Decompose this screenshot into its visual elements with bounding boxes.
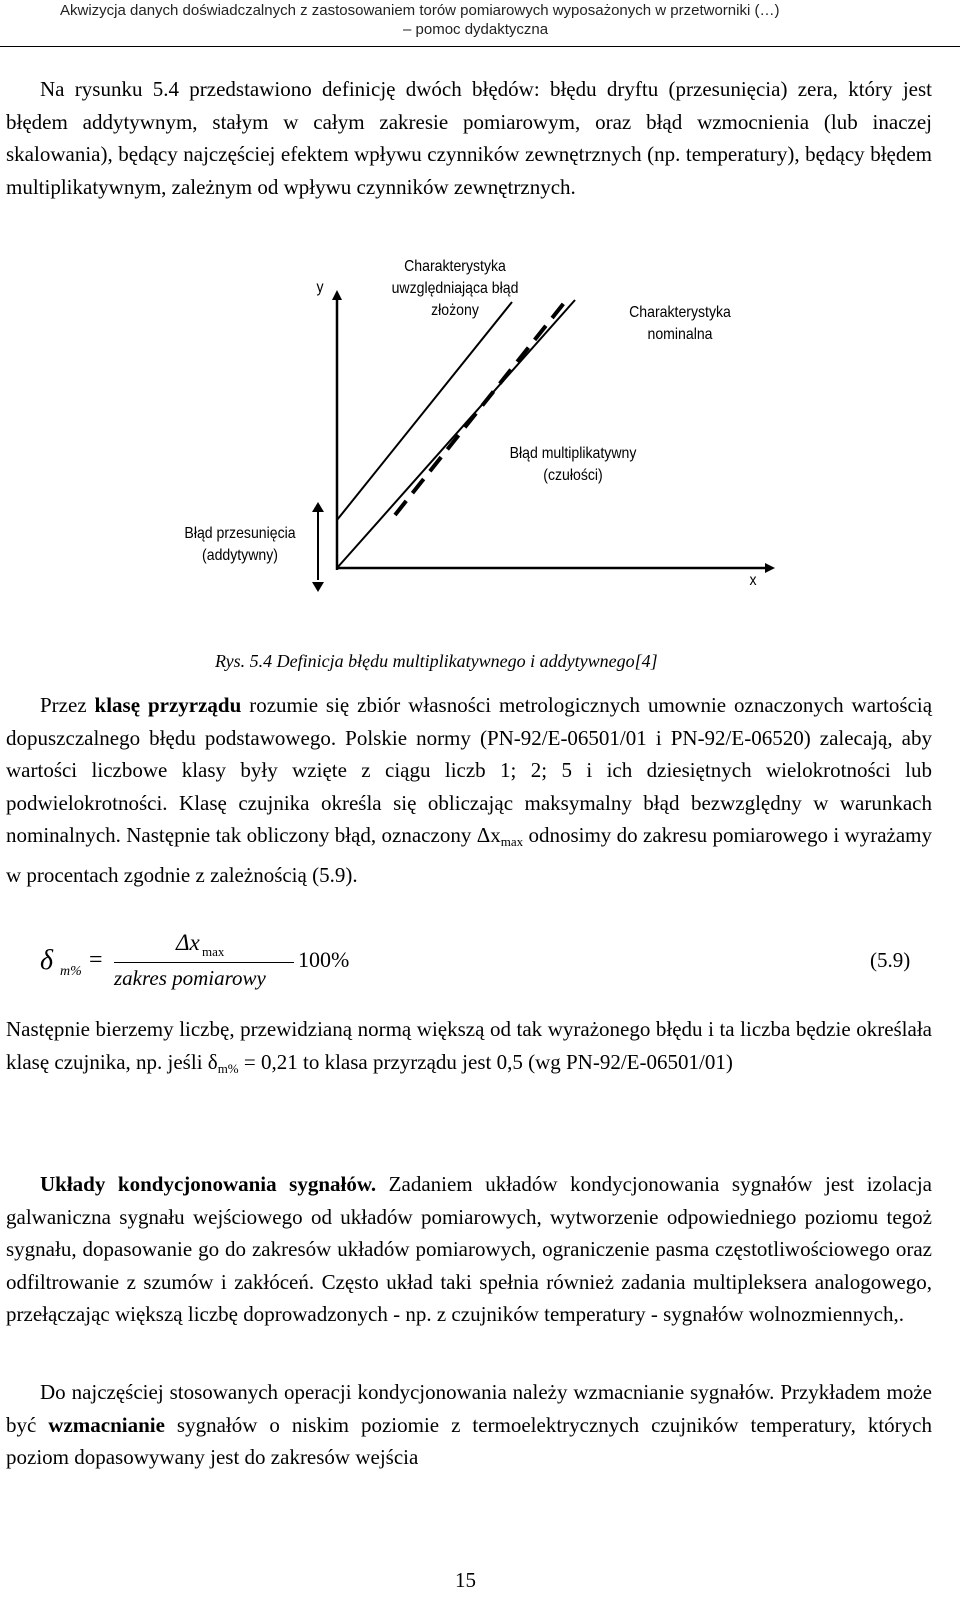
formula-number: (5.9) [870,948,911,972]
y-axis-label: y [316,279,324,296]
offset-arrow-head-bottom [312,582,324,592]
label-nominal-characteristic: Charakterystyka nominalna [629,304,731,343]
text-span: Do najczęściej stosowanych operacji kondycjonowania należy wzmacnianie sygnałów. Przykładem może być [6,1380,932,1437]
paragraph-class-selection [6,1013,932,1085]
delta-subscript: m% [217,1060,239,1076]
paragraph-instrument-class [6,689,932,891]
formula-delta: δ [40,945,54,976]
label-multiplicative-error-sub: (czułości) [543,467,603,484]
delta-x-subscript: max [500,834,524,849]
text-span: odnosimy do zakresu pomiarowego i wyrażamy w procentach zgodnie z zależnością (5.9). [6,823,932,887]
formula-numerator-subscript: max [202,944,225,959]
formula-5-9 [0,930,960,1000]
bold-term: klasę przyrządu [94,693,242,717]
formula-numerator: Δx [176,930,200,955]
figure-error-definition [0,250,960,610]
fraction-bar [114,962,294,963]
delta-x-symbol: Δx [476,823,501,847]
text-span: Przez [40,693,95,717]
caption-text: Definicja błędu multiplikatywnego i addytywnego[4] [276,651,658,671]
multiplicative-error-line [337,300,575,568]
composite-characteristic-line [337,302,512,520]
section-heading: Układy kondycjonowania sygnałów. [40,1172,377,1196]
formula-denominator: zakres pomiarowy [114,966,266,990]
paragraph-amplification [6,1376,932,1474]
figure-caption [215,651,658,672]
page-number: 15 [455,1568,476,1592]
label-offset-error-sub: (addytywny) [202,547,278,564]
formula-factor: 100% [298,947,350,972]
text-span: rozumie się zbiór własności metrologicznych umownie oznaczonych wartością dopuszczalnego błędu podstawowego. Polskie normy (PN-92/E-06501/01 i PN-92/E-06520) zalecają, aby wartości liczbowe klasy były wzięte z ciągu liczb 1; 2; 5 i ich dziesiętnych wielokrotności lub podwielokrotności. Klasę czujnika określa się obliczając maksymalny błąd bezwzględny w warunkach nominalnych. Następnie tak obliczony błąd, oznaczony [6,693,933,847]
label-offset-error: Błąd przesunięcia [184,525,296,542]
formula-equals: = [89,947,103,973]
header-title: Akwizycja danych doświadczalnych z zastosowaniem torów pomiarowych wyposażonych w przetworniki (…) [60,2,780,19]
paragraph-signal-conditioning [6,1168,932,1331]
label-composite-characteristic: Charakterystyka uwzględniająca błąd złożony [391,258,519,319]
running-header [0,0,960,47]
label-multiplicative-error: Błąd multiplikatywny [509,445,637,462]
text-span: = 0,21 to klasa przyrządu jest 0,5 (wg PN-92/E-06501/01) [238,1049,733,1074]
offset-arrow-head-top [312,502,324,512]
formula-delta-subscript: m% [60,964,82,979]
text-span: Zadaniem układów kondycjonowania sygnałów jest izolacja galwaniczna sygnału wejściowego od układów pomiarowych, wytworzenie odpowiedniego poziomu tegoż sygnału, dopasowanie go do zakresów układów pomiarowych, ograniczenie pasma częstotliwościowego oraz odfiltrowanie z szumów i zakłóceń. Często układ taki spełnia również zadania multipleksera analogowego, przełączając większą liczbę doprowadzonych - np. z czujników temperatury - sygnałów wolnozmiennych,. [6,1172,932,1326]
caption-prefix: Rys. 5.4 [215,651,273,671]
bold-term: wzmacnianie [48,1412,165,1437]
header-subtitle: – pomoc dydaktyczna [403,21,549,38]
paragraph-error-definition [6,73,932,203]
delta-symbol: δ [207,1049,218,1074]
text-span: sygnałów o niskim poziomie z termoelektrycznych czujników temperatury, których poziom dopasowywany jest do zakresów wejścia [6,1412,932,1469]
paragraph-text: Na rysunku 5.4 przedstawiono definicję dwóch błędów: błędu dryftu (przesunięcia) zera, który jest błędem addytywnym, stałym w całym zakresie pomiarowym, oraz błąd wzmocnienia (lub inaczej skalowania), będący najczęściej efektem wpływu czynników zewnętrznych (np. temperatury), będący błędem multiplikatywnym, zależnym od wpływu czynników zewnętrznych. [6,77,932,199]
text-span: Następnie bierzemy liczbę, przewidzianą normą większą od tak wyrażonego błędu i ta liczba będzie określała klasę czujnika, np. jeśli [6,1017,932,1074]
x-axis-label: x [749,572,757,589]
